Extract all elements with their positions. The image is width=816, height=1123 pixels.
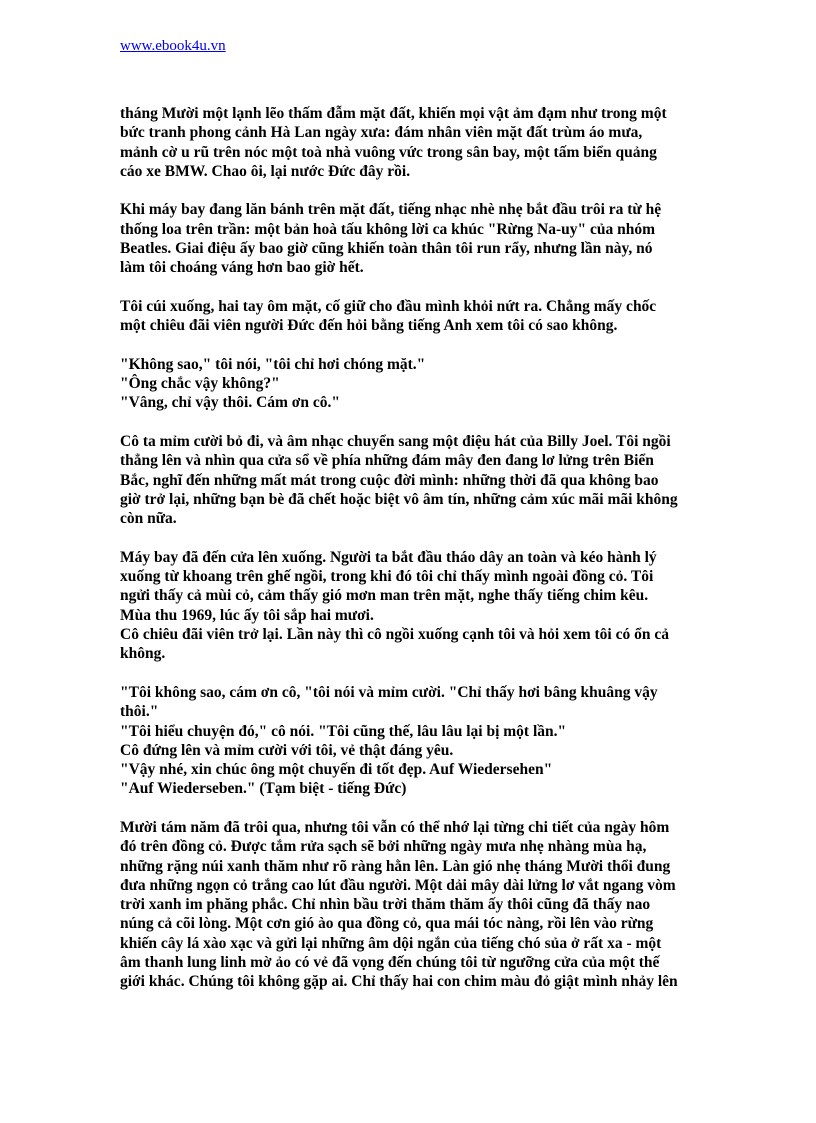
- text-line: cáo xe BMW. Chao ôi, lại nước Đức đây rồi.: [120, 162, 411, 180]
- paragraph: [120, 548, 702, 664]
- text-line: giờ trở lại, những bạn bè đã chết hoặc biệt vô âm tín, những cảm xúc mãi mãi không: [120, 490, 678, 508]
- text-line: giới khác. Chúng tôi không gặp ai. Chỉ thấy hai con chim màu đỏ giật mình nhảy lên: [120, 973, 678, 991]
- text-line: "Không sao," tôi nói, "tôi chỉ hơi chóng mặt.": [120, 355, 426, 373]
- text-line: đó trên đồng cỏ. Được tắm rửa sạch sẽ bởi những ngày mưa nhẹ nhàng mùa hạ,: [120, 838, 647, 856]
- text-line: những rặng núi xanh thăm như rõ ràng hằn lên. Làn gió nhẹ tháng Mười thổi đung: [120, 857, 671, 875]
- text-line: Máy bay đã đến cửa lên xuống. Người ta bắt đầu tháo dây an toàn và kéo hành lý: [120, 548, 657, 566]
- text-line: Mười tám năm đã trôi qua, nhưng tôi vẫn có thể nhớ lại từng chi tiết của ngày hôm: [120, 818, 670, 836]
- text-line: còn nữa.: [120, 510, 177, 528]
- text-line: Cô đứng lên và mỉm cười với tôi, vẻ thật đáng yêu.: [120, 741, 454, 759]
- text-line: Cô ta mỉm cười bỏ đi, và âm nhạc chuyển sang một điệu hát của Billy Joel. Tôi ngồi: [120, 433, 671, 451]
- text-line: đưa những ngọn cỏ trắng cao lút đầu người. Một dải mây dài lửng lơ vắt ngang vòm: [120, 876, 676, 894]
- text-line: Cô chiêu đãi viên trở lại. Lần này thì cô ngồi xuống cạnh tôi và hỏi xem tôi có ổn cả: [120, 626, 669, 644]
- paragraph: [120, 683, 702, 799]
- text-line: thôi.": [120, 703, 159, 721]
- text-line: khiến cây lá xào xạc và gửi lại những âm dội ngắn của tiếng chó sủa ở rất xa - một: [120, 934, 662, 952]
- text-line: thống loa trên trần: một bản hoà tấu không lời ca khúc "Rừng Na-uy" của nhóm: [120, 220, 656, 238]
- text-line: núng cả cõi lòng. Một cơn gió ào qua đồng cỏ, qua mái tóc nàng, rồi lên vào rừng: [120, 915, 654, 933]
- text-line: xuống từ khoang trên ghế ngồi, trong khi đó tôi chỉ thấy mình ngoài đồng cỏ. Tôi: [120, 568, 654, 586]
- text-line: "Ông chắc vậy không?": [120, 375, 280, 393]
- text-line: một chiêu đãi viên người Đức đến hỏi bằng tiếng Anh xem tôi có sao không.: [120, 317, 618, 335]
- text-line: làm tôi choáng váng hơn bao giờ hết.: [120, 259, 364, 277]
- document-body: [120, 104, 702, 1011]
- text-line: Mùa thu 1969, lúc ấy tôi sắp hai mươi.: [120, 606, 374, 624]
- text-line: Beatles. Giai điệu ấy bao giờ cũng khiến toàn thân tôi run rẩy, nhưng lần này, nó: [120, 240, 653, 258]
- text-line: âm thanh lung linh mờ ảo có vẻ đã vọng đến chúng tôi từ ngưỡng cửa của một thế: [120, 954, 660, 972]
- text-line: "Vâng, chỉ vậy thôi. Cám ơn cô.": [120, 394, 340, 412]
- text-line: Tôi cúi xuống, hai tay ôm mặt, cố giữ cho đầu mình khỏi nứt ra. Chẳng mấy chốc: [120, 297, 657, 315]
- text-line: bức tranh phong cảnh Hà Lan ngày xưa: đám nhân viên mặt đất trùm áo mưa,: [120, 124, 643, 142]
- text-line: Bắc, nghĩ đến những mất mát trong cuộc đời mình: những thời đã qua không bao: [120, 471, 659, 489]
- paragraph: [120, 355, 702, 413]
- text-line: "Vậy nhé, xin chúc ông một chuyến đi tốt đẹp. Auf Wiedersehen": [120, 761, 553, 779]
- text-line: "Tôi không sao, cám ơn cô, "tôi nói và mỉm cười. "Chỉ thấy hơi bâng khuâng vậy: [120, 683, 658, 701]
- text-line: trời xanh im phăng phắc. Chỉ nhìn bầu trời thăm thăm ấy thôi cũng đã thấy nao: [120, 896, 651, 914]
- text-line: "Auf Wiederseben." (Tạm biệt - tiếng Đức): [120, 780, 407, 798]
- paragraph: [120, 432, 702, 528]
- paragraph: [120, 104, 702, 181]
- text-line: tháng Mười một lạnh lẽo thấm đẫm mặt đất, khiến mọi vật ảm đạm như trong một: [120, 105, 667, 122]
- text-line: không.: [120, 645, 166, 663]
- text-line: Khi máy bay đang lăn bánh trên mặt đất, tiếng nhạc nhè nhẹ bắt đầu trôi ra từ hệ: [120, 201, 662, 219]
- paragraph: [120, 818, 702, 992]
- header-website-link[interactable]: www.ebook4u.vn: [120, 38, 226, 54]
- text-line: thẳng lên và nhìn qua cửa sổ về phía những đám mây đen đang lơ lửng trên Biển: [120, 452, 654, 470]
- text-line: "Tôi hiểu chuyện đó," cô nói. "Tôi cũng thế, lâu lâu lại bị một lần.": [120, 722, 567, 740]
- paragraph: [120, 200, 702, 277]
- text-line: ngửi thấy cả mùi cỏ, cảm thấy gió mơn man trên mặt, nghe thấy tiếng chim kêu.: [120, 587, 649, 605]
- text-line: mảnh cờ u rũ trên nóc một toà nhà vuông vức trong sân bay, một tấm biển quảng: [120, 143, 657, 161]
- paragraph: [120, 297, 702, 336]
